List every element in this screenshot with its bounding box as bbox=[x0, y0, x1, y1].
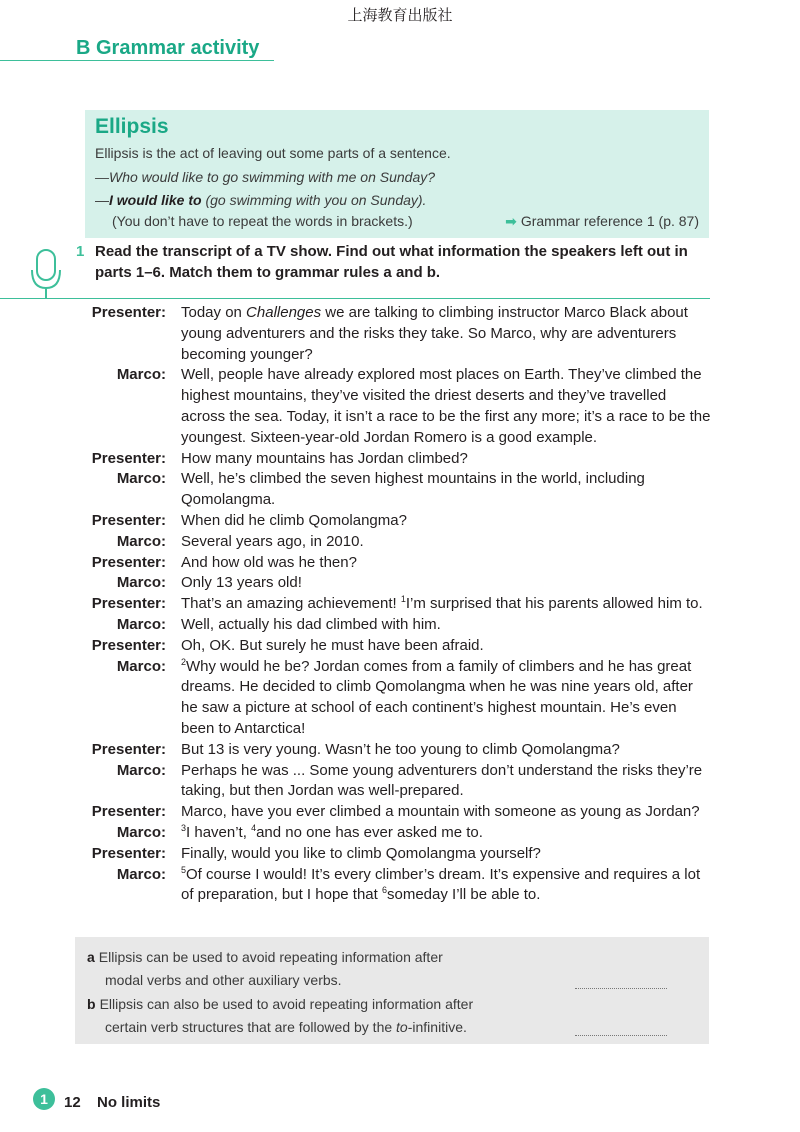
speaker-label: Marco: bbox=[116, 574, 166, 592]
rule-a bbox=[87, 946, 697, 992]
speech-text bbox=[181, 365, 711, 448]
speech-segment: Only 13 years old! bbox=[181, 574, 302, 592]
part-number-marker: 1 bbox=[400, 594, 406, 605]
speech-text bbox=[181, 740, 711, 761]
grammar-box-title: Ellipsis bbox=[95, 115, 169, 138]
speaker-label: Marco: bbox=[116, 615, 166, 633]
speech-text bbox=[181, 469, 711, 511]
speech-text bbox=[181, 823, 711, 844]
speech-segment: we are talking to climbing instructor Marco Black about young adventurers and the risks they take. So Marco, why are adventurers becoming younger? bbox=[181, 304, 688, 363]
speech-segment: Well, people have already explored most places on Earth. They’ve climbed the highest mountains, they’ve visited the driest deserts and they’ve travelled across the sea. Today, it isn’t a race to be the first any more; it’s a race to be the youngest. Sixteen-year-old Jordan Romero is a good example. bbox=[181, 366, 711, 446]
rule-a-letter: a bbox=[87, 949, 95, 965]
answer-blank-b[interactable] bbox=[575, 1035, 667, 1036]
speech-text bbox=[181, 303, 711, 365]
transcript-turn bbox=[0, 532, 800, 553]
grammar-definition: Ellipsis is the act of leaving out some parts of a sentence. bbox=[95, 145, 451, 161]
speech-text bbox=[181, 865, 711, 907]
speech-segment: Today on bbox=[181, 304, 247, 321]
speaker-label: Presenter: bbox=[91, 844, 166, 862]
speech-segment: someday I’ll be able to. bbox=[387, 886, 541, 904]
unit-title: No limits bbox=[97, 1094, 161, 1111]
speech-text bbox=[181, 553, 711, 574]
transcript-turn bbox=[0, 553, 800, 574]
speech-segment: Several years ago, in 2010. bbox=[181, 532, 364, 550]
transcript-turn bbox=[0, 844, 800, 865]
transcript-turn bbox=[0, 303, 800, 365]
speaker-label: Presenter: bbox=[91, 803, 166, 821]
speech-segment: And how old was he then? bbox=[181, 553, 357, 571]
speaker-label: Presenter: bbox=[91, 449, 166, 467]
page-number: 12 bbox=[64, 1094, 81, 1111]
part-number-marker: 2 bbox=[181, 656, 187, 667]
part-number-marker: 5 bbox=[181, 864, 187, 875]
speech-text bbox=[181, 511, 711, 532]
speech-segment: How many mountains has Jordan climbed? bbox=[181, 449, 468, 467]
section-divider bbox=[0, 60, 274, 61]
speaker-label: Marco: bbox=[116, 366, 166, 384]
speaker-label: Presenter: bbox=[91, 304, 166, 321]
speaker-label: Presenter: bbox=[91, 595, 166, 613]
task-instruction: Read the transcript of a TV show. Find out what information the speakers left out in parts 1–6. Match them to grammar rules a and b. bbox=[95, 243, 688, 281]
transcript-turn bbox=[0, 636, 800, 657]
publisher-header: 上海教育出版社 bbox=[347, 6, 453, 24]
transcript-turn bbox=[0, 573, 800, 594]
speaker-label: Marco: bbox=[116, 865, 166, 883]
task-divider bbox=[0, 298, 710, 299]
grammar-reference-label: Grammar reference 1 (p. 87) bbox=[520, 213, 699, 229]
grammar-example-answer bbox=[95, 192, 426, 208]
answer-bold-part: I would like to bbox=[109, 192, 202, 208]
speaker-label: Presenter: bbox=[91, 740, 166, 758]
transcript-turn bbox=[0, 865, 800, 907]
transcript-turn bbox=[0, 449, 800, 470]
speech-segment: Oh, OK. But surely he must have been afraid. bbox=[181, 636, 484, 654]
speech-segment: Well, actually his dad climbed with him. bbox=[181, 615, 441, 633]
speech-segment: That’s an amazing achievement! bbox=[181, 595, 401, 613]
speech-text bbox=[181, 573, 711, 594]
transcript-turn bbox=[0, 761, 800, 803]
speech-segment: Finally, would you like to climb Qomolangma yourself? bbox=[181, 844, 541, 862]
transcript-turn bbox=[0, 823, 800, 844]
rule-b-line1: Ellipsis can also be used to avoid repeating information after bbox=[99, 996, 474, 1012]
unit-badge: 1 bbox=[33, 1088, 55, 1110]
part-number-marker: 3 bbox=[181, 822, 187, 833]
transcript-turn bbox=[0, 802, 800, 823]
speaker-label: Presenter: bbox=[91, 553, 166, 571]
answer-dash: — bbox=[95, 192, 109, 208]
speech-text bbox=[181, 636, 711, 657]
rule-a-line1: Ellipsis can be used to avoid repeating information after bbox=[98, 949, 443, 965]
speech-segment: Well, he’s climbed the seven highest mountains in the world, including Qomolangma. bbox=[181, 470, 645, 509]
speech-segment: Marco, have you ever climbed a mountain with someone as young as Jordan? bbox=[181, 803, 700, 821]
speaker-label: Marco: bbox=[116, 470, 166, 488]
transcript-turn bbox=[0, 365, 800, 448]
grammar-example-question: —Who would like to go swimming with me on Sunday? bbox=[95, 169, 436, 185]
rule-b-line2: certain verb structures that are followed by the to-infinitive. bbox=[105, 1019, 467, 1035]
speech-text bbox=[181, 532, 711, 553]
speaker-label: Marco: bbox=[116, 532, 166, 550]
answer-blank-a[interactable] bbox=[575, 988, 667, 989]
speaker-label: Presenter: bbox=[91, 636, 166, 654]
speaker-label: Marco: bbox=[116, 761, 166, 779]
speech-text bbox=[181, 615, 711, 636]
speech-segment: and no one has ever asked me to. bbox=[256, 823, 483, 841]
transcript-turn bbox=[0, 469, 800, 511]
speech-segment: I’m surprised that his parents allowed him to. bbox=[405, 595, 703, 613]
speech-segment: Perhaps he was ... Some young adventurers don’t understand the risks they’re taking, but then Jordan was well-prepared. bbox=[181, 761, 703, 800]
task-number: 1 bbox=[76, 243, 85, 260]
rule-b bbox=[87, 993, 697, 1039]
speech-segment: I haven’t, bbox=[186, 823, 252, 841]
speech-text bbox=[181, 802, 711, 823]
rule-b-letter: b bbox=[87, 996, 96, 1012]
speech-text bbox=[181, 761, 711, 803]
speech-text bbox=[181, 657, 711, 740]
speech-segment: Challenges bbox=[246, 304, 322, 321]
transcript-turn bbox=[0, 615, 800, 636]
speech-text bbox=[181, 594, 711, 615]
grammar-reference-link[interactable] bbox=[505, 213, 699, 230]
part-number-marker: 4 bbox=[251, 822, 257, 833]
speech-text bbox=[181, 449, 711, 470]
arrow-right-icon: ➡ bbox=[505, 213, 517, 229]
transcript bbox=[0, 303, 800, 906]
rule-a-line2: modal verbs and other auxiliary verbs. bbox=[105, 972, 342, 988]
speech-segment: When did he climb Qomolangma? bbox=[181, 511, 407, 529]
speech-segment: Why would he be? Jordan comes from a family of climbers and he has great dreams. He decided to climb Qomolangma when he was nine years old, after he saw a picture at school of each continent’s highest mountain. He’s even been to Antarctica! bbox=[181, 657, 693, 737]
transcript-turn bbox=[0, 740, 800, 761]
part-number-marker: 6 bbox=[381, 885, 387, 896]
section-title: B Grammar activity bbox=[76, 37, 260, 59]
grammar-rules-box bbox=[75, 937, 709, 1044]
grammar-box bbox=[85, 110, 709, 238]
microphone-icon bbox=[24, 246, 68, 302]
speaker-label: Presenter: bbox=[91, 511, 166, 529]
speech-segment: Of course I would! It’s every climber’s dream. It’s expensive and requires a lot of preparation, but I hope that bbox=[181, 865, 701, 904]
transcript-turn bbox=[0, 594, 800, 615]
transcript-turn bbox=[0, 657, 800, 740]
answer-bracket-part: (go swimming with you on Sunday). bbox=[201, 192, 427, 208]
speaker-label: Marco: bbox=[116, 823, 166, 841]
speech-text bbox=[181, 844, 711, 865]
grammar-note: (You don’t have to repeat the words in brackets.) bbox=[112, 213, 413, 229]
speech-segment: But 13 is very young. Wasn’t he too young to climb Qomolangma? bbox=[181, 740, 620, 758]
speaker-label: Marco: bbox=[116, 657, 166, 675]
transcript-turn bbox=[0, 511, 800, 532]
